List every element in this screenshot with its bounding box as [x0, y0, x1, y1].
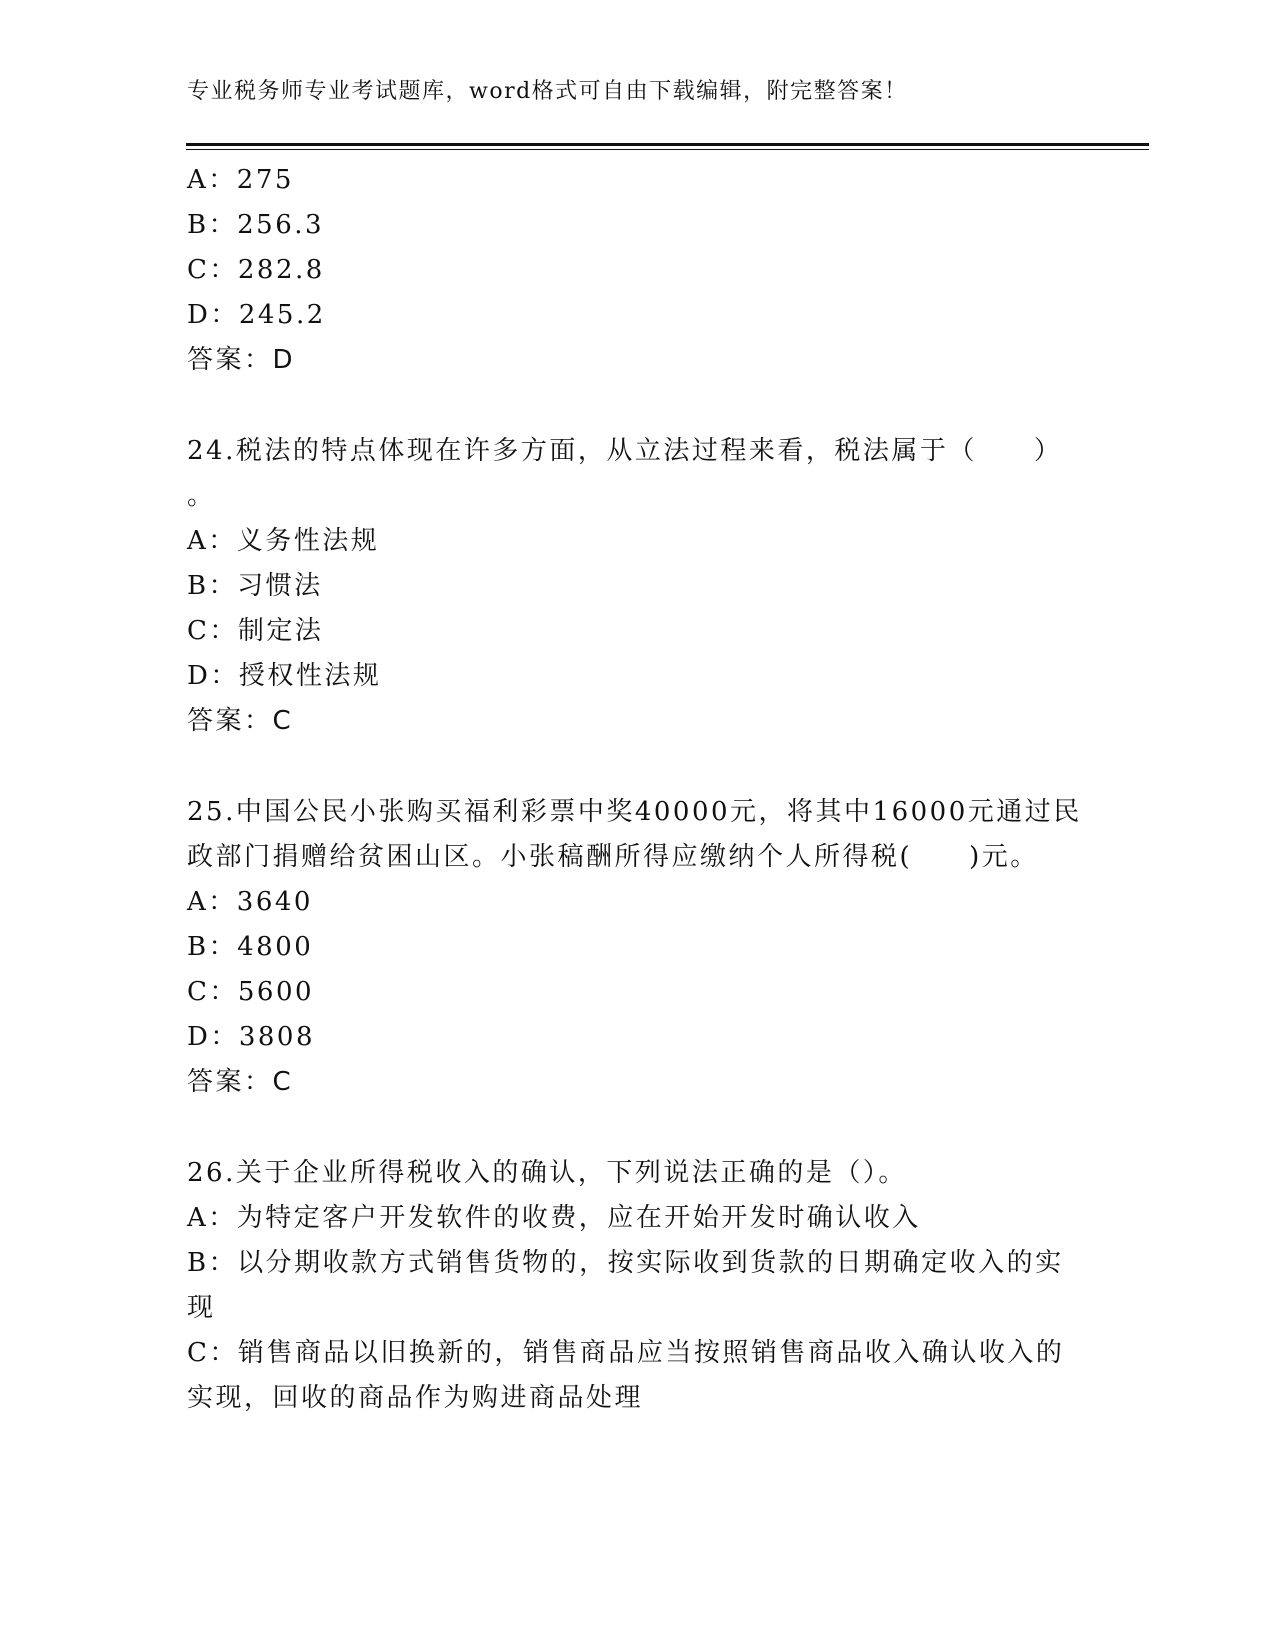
answer-line: 答案：C — [187, 1067, 294, 1097]
option-c: C：制定法 — [187, 616, 324, 646]
header-divider-thick — [186, 143, 1149, 146]
option-b: B：以分期收款方式销售货物的，按实际收到货款的日期确定收入的实 — [187, 1248, 1064, 1278]
question-24-stem-cont: 。 — [187, 481, 216, 511]
option-d: D：3808 — [187, 1022, 316, 1052]
answer-line: 答案：C — [187, 706, 294, 736]
option-b: B：4800 — [187, 932, 314, 962]
option-d: D：授权性法规 — [187, 661, 382, 691]
question-25-stem-cont: 政部门捐赠给贫困山区。小张稿酬所得应缴纳个人所得税( )元。 — [187, 842, 1039, 872]
question-26-stem: 26.关于企业所得税收入的确认，下列说法正确的是（）。 — [187, 1158, 907, 1188]
option-c: C：销售商品以旧换新的，销售商品应当按照销售商品收入确认收入的 — [187, 1338, 1065, 1368]
page-header: 专业税务师专业考试题库，word格式可自由下载编辑，附完整答案！ — [187, 79, 908, 104]
option-b: B：256.3 — [187, 210, 325, 240]
question-25-stem: 25.中国公民小张购买福利彩票中奖40000元，将其中16000元通过民 — [187, 797, 1082, 827]
option-b-cont: 现 — [187, 1293, 216, 1323]
option-a: A：为特定客户开发软件的收费，应在开始开发时确认收入 — [187, 1203, 921, 1233]
option-a: A：275 — [187, 165, 294, 195]
option-a: A：3640 — [187, 887, 313, 917]
header-divider-thin — [186, 149, 1149, 150]
answer-line: 答案：D — [187, 345, 296, 375]
option-d: D：245.2 — [187, 300, 326, 330]
question-24-stem: 24.税法的特点体现在许多方面，从立法过程来看，税法属于（ ） — [187, 436, 1063, 466]
option-c: C：282.8 — [187, 255, 325, 285]
question-content — [187, 158, 1087, 1421]
option-b: B：习惯法 — [187, 571, 323, 601]
option-c-cont: 实现，回收的商品作为购进商品处理 — [187, 1383, 644, 1413]
option-a: A：义务性法规 — [187, 526, 380, 556]
option-c: C：5600 — [187, 977, 315, 1007]
